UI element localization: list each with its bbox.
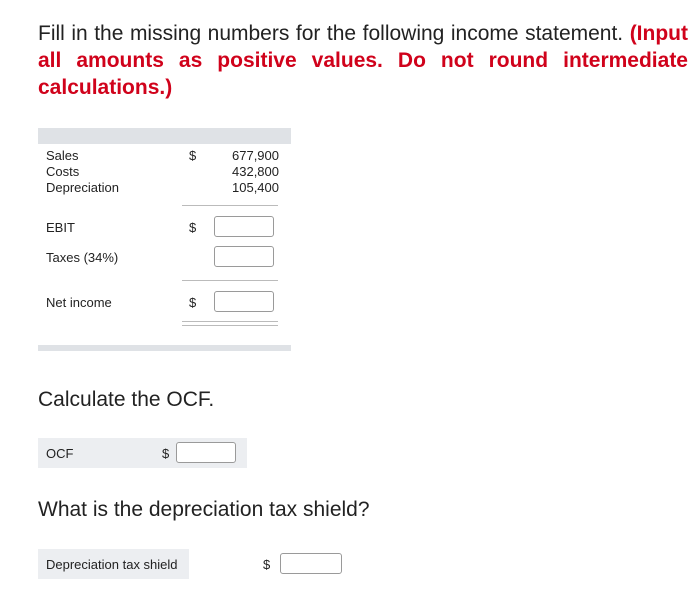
- depreciation-label: Depreciation: [46, 180, 119, 195]
- ebit-input[interactable]: [214, 216, 274, 237]
- ebit-label: EBIT: [46, 220, 75, 235]
- ocf-row: [38, 438, 247, 468]
- costs-value: 432,800: [232, 164, 279, 179]
- sales-value: 677,900: [232, 148, 279, 163]
- tax-shield-input[interactable]: [280, 553, 342, 574]
- ebit-currency: $: [189, 220, 197, 235]
- instructions: [38, 20, 688, 101]
- ocf-question: Calculate the OCF.: [38, 388, 215, 411]
- double-rule-bottom: [182, 325, 278, 326]
- tax-shield-label: Depreciation tax shield: [46, 557, 178, 572]
- ocf-label: OCF: [46, 446, 74, 461]
- costs-label: Costs: [46, 164, 80, 179]
- tax-shield-row: [38, 549, 351, 579]
- sales-currency: $: [189, 148, 197, 163]
- instructions-note: (Input all amounts as positive values. Do not round intermediate calculations.): [38, 22, 688, 99]
- instructions-text: Fill in the missing numbers for the following income statement.: [38, 22, 624, 45]
- table-header-bar: [38, 128, 291, 144]
- subtotal-rule: [182, 205, 278, 206]
- tax-shield-currency: $: [263, 557, 271, 572]
- net-income-rule: [182, 280, 278, 281]
- sales-label: Sales: [46, 148, 79, 163]
- ocf-input[interactable]: [176, 442, 236, 463]
- tax-shield-question: What is the depreciation tax shield?: [38, 498, 370, 521]
- net-income-input[interactable]: [214, 291, 274, 312]
- table-footer-bar: [38, 345, 291, 351]
- ocf-currency: $: [162, 446, 170, 461]
- double-rule-top: [182, 321, 278, 322]
- net-income-label: Net income: [46, 295, 112, 310]
- taxes-label: Taxes (34%): [46, 250, 119, 265]
- taxes-input[interactable]: [214, 246, 274, 267]
- income-statement-table: [38, 128, 291, 352]
- depreciation-value: 105,400: [232, 180, 279, 195]
- net-income-currency: $: [189, 295, 197, 310]
